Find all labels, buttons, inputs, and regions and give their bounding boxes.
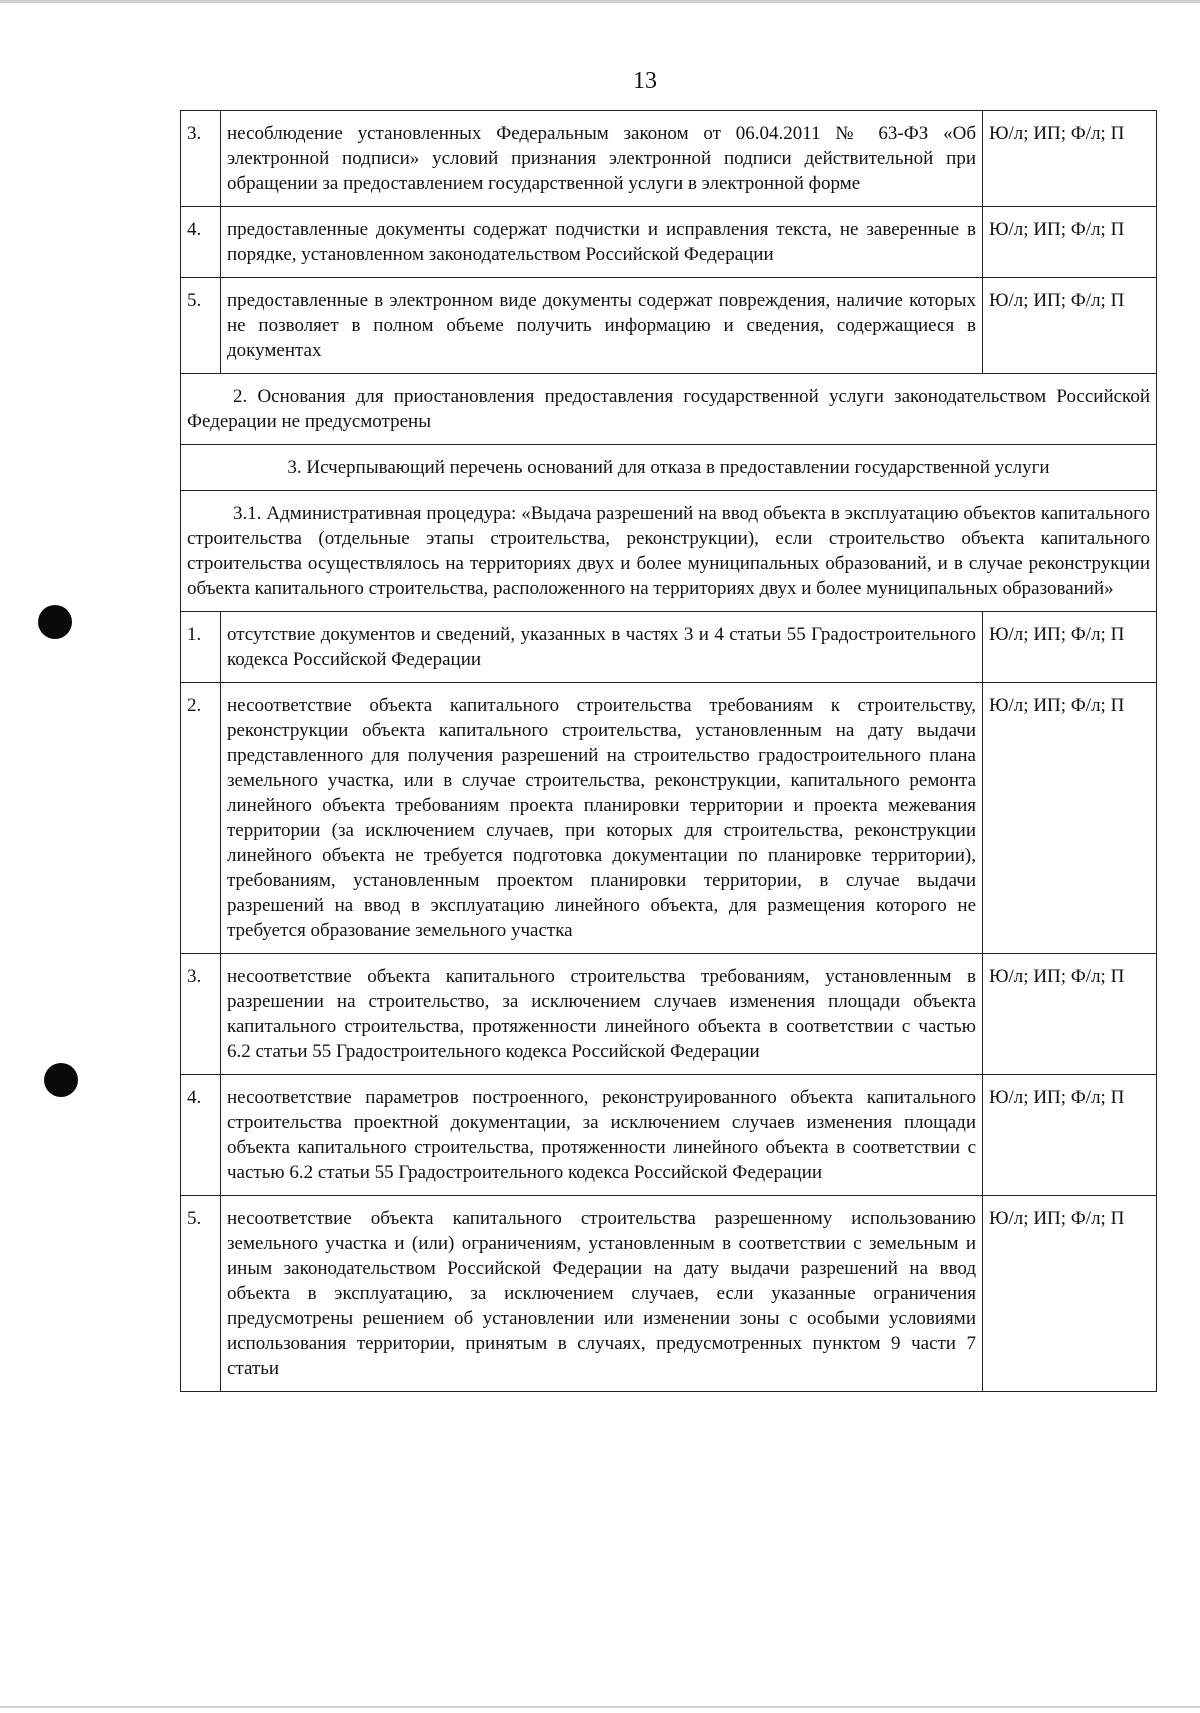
- row-text: несоответствие объекта капитального строительства требованиям к строительству, реконструкции объекта капитального строительства, установленным на дату выдачи представленного для получения разрешений на строительство градостроительного плана земельного участка, или в случае строительства, реконструкции, капитального ремонта линейного объекта требованиям проекта планировки территории и проекта межевания территории (за исключением случаев, при которых для строительства, реконструкции линейного объекта не требуется подготовка документации по планировке территории), требованиям, установленным проектом планировки территории, в случае выдачи разрешений на ввод в эксплуатацию линейного объекта, для размещения которого не требуется образование земельного участка: [221, 683, 983, 954]
- punch-hole: [38, 605, 72, 639]
- row-number: 4.: [181, 207, 221, 278]
- section-3-heading: 3. Исчерпывающий перечень оснований для отказа в предоставлении государственной услуги: [181, 445, 1157, 491]
- procedure-row: [181, 491, 1157, 612]
- page-number: 13: [633, 68, 657, 94]
- table-row: [181, 683, 1157, 954]
- row-subjects: Ю/л; ИП; Ф/л; П: [983, 278, 1157, 374]
- row-subjects: Ю/л; ИП; Ф/л; П: [983, 111, 1157, 207]
- row-subjects: Ю/л; ИП; Ф/л; П: [983, 207, 1157, 278]
- row-text: несоответствие объекта капитального строительства разрешенному использованию земельного участка и (или) ограничениям, установленным в соответствии с земельным и иным законодательством Российской Федерации на дату выдачи разрешений на ввод объекта в эксплуатацию, за исключением случаев, если указанные ограничения предусмотрены решением об установлении или изменении зоны с особыми условиями использования территории, принятым в случаях, предусмотренных пунктом 9 части 7 статьи: [221, 1196, 983, 1392]
- row-subjects: Ю/л; ИП; Ф/л; П: [983, 683, 1157, 954]
- row-subjects: Ю/л; ИП; Ф/л; П: [983, 954, 1157, 1075]
- row-subjects: Ю/л; ИП; Ф/л; П: [983, 1196, 1157, 1392]
- bottom-scan-edge: [0, 1706, 1200, 1708]
- top-scan-edge: [0, 0, 1200, 3]
- table-row: [181, 278, 1157, 374]
- row-number: 3.: [181, 954, 221, 1075]
- table-row: [181, 111, 1157, 207]
- section-2-text: 2. Основания для приостановления предоставления государственной услуги законодательством Российской Федерации не предусмотрены: [181, 374, 1157, 445]
- row-number: 1.: [181, 612, 221, 683]
- procedure-text: 3.1. Административная процедура: «Выдача разрешений на ввод объекта в эксплуатацию объектов капитального строительства (отдельные этапы строительства, реконструкции), если строительство объекта капитального строительства осуществлялось на территориях двух и более муниципальных образований, и в случае реконструкции объекта капитального строительства, расположенного на территориях двух и более муниципальных образований»: [181, 491, 1157, 612]
- table-row: [181, 1075, 1157, 1196]
- row-text: предоставленные в электронном виде документы содержат повреждения, наличие которых не позволяет в полном объеме получить информацию и сведения, содержащиеся в документах: [221, 278, 983, 374]
- row-number: 2.: [181, 683, 221, 954]
- punch-hole: [44, 1063, 78, 1097]
- grounds-table: [180, 110, 1157, 1392]
- section-3-heading-row: [181, 445, 1157, 491]
- row-number: 5.: [181, 1196, 221, 1392]
- row-number: 5.: [181, 278, 221, 374]
- table-row: [181, 207, 1157, 278]
- row-text: несоответствие объекта капитального строительства требованиям, установленным в разрешении на строительство, за исключением случаев изменения площади объекта капитального строительства, протяженности линейного объекта в соответствии с частью 6.2 статьи 55 Градостроительного кодекса Российской Федерации: [221, 954, 983, 1075]
- table-row: [181, 612, 1157, 683]
- row-number: 3.: [181, 111, 221, 207]
- row-text: предоставленные документы содержат подчистки и исправления текста, не заверенные в порядке, установленном законодательством Российской Федерации: [221, 207, 983, 278]
- row-text: несоблюдение установленных Федеральным законом от 06.04.2011 № 63-ФЗ «Об электронной подписи» условий признания электронной подписи действительной при обращении за предоставлением государственной услуги в электронной форме: [221, 111, 983, 207]
- row-subjects: Ю/л; ИП; Ф/л; П: [983, 612, 1157, 683]
- row-text: несоответствие параметров построенного, реконструированного объекта капитального строительства проектной документации, за исключением случаев изменения площади объекта капитального строительства, протяженности линейного объекта в соответствии с частью 6.2 статьи 55 Градостроительного кодекса Российской Федерации: [221, 1075, 983, 1196]
- table-row: [181, 954, 1157, 1075]
- row-text: отсутствие документов и сведений, указанных в частях 3 и 4 статьи 55 Градостроительного кодекса Российской Федерации: [221, 612, 983, 683]
- row-subjects: Ю/л; ИП; Ф/л; П: [983, 1075, 1157, 1196]
- row-number: 4.: [181, 1075, 221, 1196]
- section-2-row: [181, 374, 1157, 445]
- table-row: [181, 1196, 1157, 1392]
